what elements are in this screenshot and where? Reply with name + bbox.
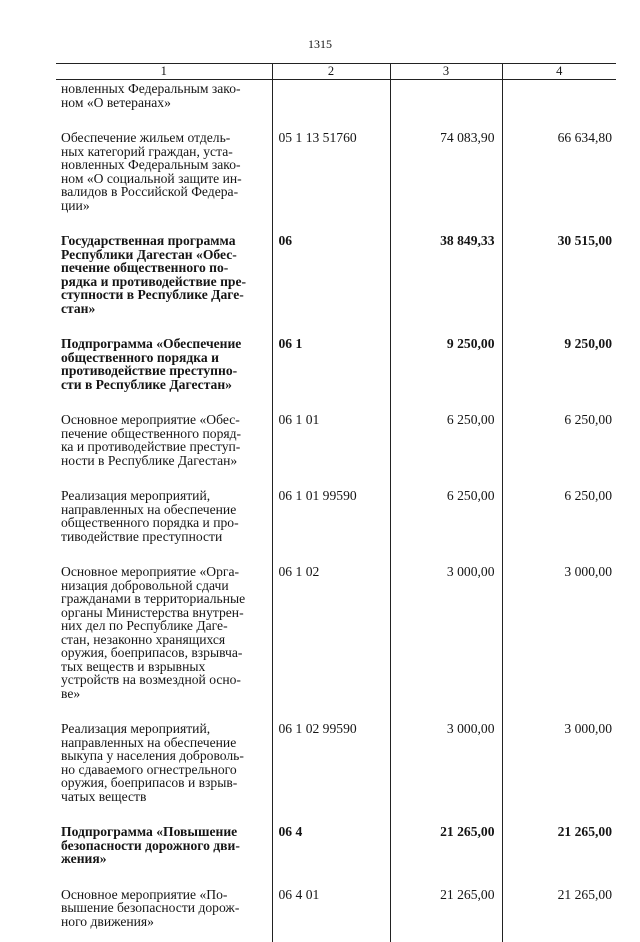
row-code: 06 4 bbox=[279, 824, 303, 839]
row-name: Подпрограмма «Повышение безопасности дорожного дви- жения» bbox=[61, 825, 268, 866]
column-header-3: 3 bbox=[390, 64, 502, 80]
table-row bbox=[56, 825, 616, 888]
row-value-col4: 3 000,00 bbox=[564, 721, 612, 736]
row-value-col3: 74 083,90 bbox=[440, 130, 494, 145]
row-value-col4: 9 250,00 bbox=[564, 336, 612, 351]
row-name: новленных Федеральным зако- ном «О ветеранах» bbox=[61, 82, 268, 109]
row-name: Реализация мероприятий, направленных на обеспечение выкупа у населения доброволь- но сдаваемого огнестрельного оружия, боеприпасов и взрыв- чатых веществ bbox=[61, 722, 268, 803]
row-value-col4: 6 250,00 bbox=[564, 488, 612, 503]
row-code: 06 1 02 bbox=[279, 564, 320, 579]
row-code: 06 1 bbox=[279, 336, 303, 351]
row-value-col4: 6 250,00 bbox=[564, 412, 612, 427]
table-row bbox=[56, 131, 616, 234]
row-code: 05 1 13 51760 bbox=[279, 130, 357, 145]
budget-table bbox=[56, 63, 616, 942]
row-value-col4: 21 265,00 bbox=[558, 824, 612, 839]
table-header-row bbox=[56, 64, 616, 80]
table-row bbox=[56, 888, 616, 942]
row-value-col3: 3 000,00 bbox=[447, 721, 495, 736]
row-code: 06 1 02 99590 bbox=[279, 721, 357, 736]
column-header-1: 1 bbox=[56, 64, 272, 80]
row-name: Государственная программа Республики Дагестан «Обес- печение общественного по- рядка и противодействие пре- ступности в Республике Даге- стан» bbox=[61, 234, 268, 315]
table-row bbox=[56, 80, 616, 132]
row-value-col3: 21 265,00 bbox=[440, 824, 494, 839]
row-value-col3: 3 000,00 bbox=[447, 564, 495, 579]
row-name: Подпрограмма «Обеспечение общественного порядка и противодействие преступно- сти в Республике Дагестан» bbox=[61, 337, 268, 391]
row-value-col3: 38 849,33 bbox=[440, 233, 494, 248]
row-code: 06 1 01 bbox=[279, 412, 320, 427]
row-value-col3: 6 250,00 bbox=[447, 412, 495, 427]
row-value-col3: 6 250,00 bbox=[447, 488, 495, 503]
table-row bbox=[56, 722, 616, 825]
row-name: Основное мероприятие «По- вышение безопасности дорож- ного движения» bbox=[61, 888, 268, 929]
row-name: Обеспечение жильем отдель- ных категорий граждан, уста- новленных Федеральным зако- ном «О социальной защите ин- валидов в Российской Федера- ции» bbox=[61, 131, 268, 212]
column-header-4: 4 bbox=[502, 64, 616, 80]
row-name: Реализация мероприятий, направленных на обеспечение общественного порядка и про- тиводействие преступности bbox=[61, 489, 268, 543]
table-row bbox=[56, 489, 616, 565]
row-value-col3: 21 265,00 bbox=[440, 887, 494, 902]
row-value-col4: 21 265,00 bbox=[558, 887, 612, 902]
row-name: Основное мероприятие «Орга- низация добровольной сдачи гражданами в территориальные органы Министерства внутрен- них дел по Республике Даге- стан, незаконно хранящихся оружия, боеприпасов, взрывча- тых веществ и взрывных устройств на возмездной осно- ве» bbox=[61, 565, 268, 700]
table-row bbox=[56, 413, 616, 489]
row-value-col4: 3 000,00 bbox=[564, 564, 612, 579]
row-code: 06 bbox=[279, 233, 293, 248]
column-header-2: 2 bbox=[272, 64, 390, 80]
table-row bbox=[56, 337, 616, 413]
table-body bbox=[56, 80, 616, 942]
row-code: 06 4 01 bbox=[279, 887, 320, 902]
page-number: 1315 bbox=[0, 37, 640, 52]
row-code: 06 1 01 99590 bbox=[279, 488, 357, 503]
row-value-col4: 30 515,00 bbox=[558, 233, 612, 248]
row-value-col4: 66 634,80 bbox=[558, 130, 612, 145]
row-name: Основное мероприятие «Обес- печение общественного поряд- ка и противодействие преступ- ности в Республике Дагестан» bbox=[61, 413, 268, 467]
table-row bbox=[56, 234, 616, 337]
row-value-col3: 9 250,00 bbox=[447, 336, 495, 351]
table-row bbox=[56, 565, 616, 722]
